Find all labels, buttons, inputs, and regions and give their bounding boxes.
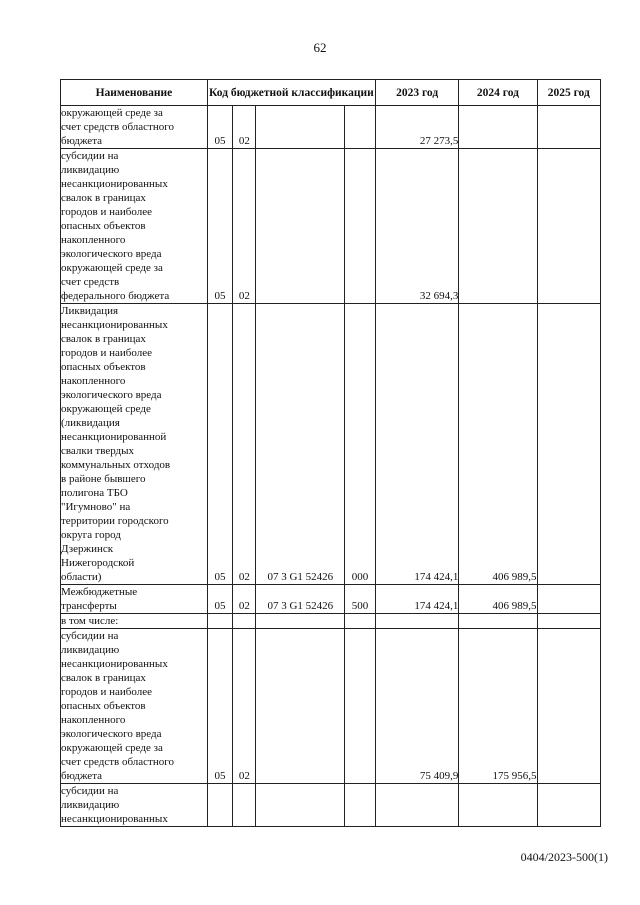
code-section: 05: [207, 149, 232, 304]
row-name: Ликвидация несанкционированных свалок в границах городов и наиболее опасных объектов накопленного экологического вреда окружающей среде (ликвидация несанкционированной свалки твердых коммунальных отходов в районе бывшего полигона ТБО "Игумново" на территории городского округа город Дзержинск Нижегородской области): [61, 304, 208, 585]
code-subsection: 02: [233, 585, 256, 614]
table-row: [61, 304, 601, 585]
value-2023: 27 273,5: [375, 106, 458, 149]
value-2024: 406 989,5: [459, 585, 537, 614]
header-name: Наименование: [61, 80, 208, 106]
code-target: [256, 784, 345, 827]
table-row: [61, 629, 601, 784]
code-subsection: [233, 614, 256, 629]
row-name: субсидии на ликвидацию несанкционированных: [61, 784, 208, 827]
code-target: 07 3 G1 52426: [256, 585, 345, 614]
row-name: субсидии на ликвидацию несанкционированных свалок в границах городов и наиболее опасных объектов накопленного экологического вреда окружающей среде за счет средств федерального бюджета: [61, 149, 208, 304]
value-2025: [537, 304, 600, 585]
table-row: [61, 149, 601, 304]
header-2024: 2024 год: [459, 80, 537, 106]
code-target: [256, 106, 345, 149]
code-expense-type: [345, 614, 376, 629]
code-expense-type: [345, 149, 376, 304]
code-expense-type: [345, 784, 376, 827]
page-number: 62: [313, 40, 327, 55]
header-2025: 2025 год: [537, 80, 600, 106]
value-2024: [459, 784, 537, 827]
table-row: [61, 585, 601, 614]
table-row: [61, 614, 601, 629]
value-2025: [537, 585, 600, 614]
value-2023: 174 424,1: [375, 585, 458, 614]
code-target: [256, 629, 345, 784]
code-target: [256, 614, 345, 629]
budget-table: [60, 79, 601, 827]
code-section: 05: [207, 585, 232, 614]
row-name: в том числе:: [61, 614, 208, 629]
value-2024: 175 956,5: [459, 629, 537, 784]
code-expense-type: [345, 106, 376, 149]
value-2024: [459, 106, 537, 149]
value-2025: [537, 149, 600, 304]
value-2024: [459, 149, 537, 304]
code-section: [207, 784, 232, 827]
value-2024: [459, 614, 537, 629]
value-2023: [375, 614, 458, 629]
code-section: 05: [207, 304, 232, 585]
value-2024: 406 989,5: [459, 304, 537, 585]
value-2025: [537, 614, 600, 629]
code-target: [256, 149, 345, 304]
code-expense-type: [345, 629, 376, 784]
table-header-row: [61, 80, 601, 106]
table-row: [61, 106, 601, 149]
header-code: Код бюджетной классификации: [207, 80, 375, 106]
code-expense-type: 500: [345, 585, 376, 614]
value-2025: [537, 106, 600, 149]
value-2023: 75 409,9: [375, 629, 458, 784]
document-code: 0404/2023-500(1): [520, 850, 608, 864]
code-target: 07 3 G1 52426: [256, 304, 345, 585]
table-row: [61, 784, 601, 827]
code-subsection: 02: [233, 629, 256, 784]
value-2023: 174 424,1: [375, 304, 458, 585]
value-2025: [537, 784, 600, 827]
value-2025: [537, 629, 600, 784]
code-section: 05: [207, 629, 232, 784]
value-2023: [375, 784, 458, 827]
value-2023: 32 694,3: [375, 149, 458, 304]
code-expense-type: 000: [345, 304, 376, 585]
code-subsection: 02: [233, 149, 256, 304]
code-section: 05: [207, 106, 232, 149]
header-2023: 2023 год: [375, 80, 458, 106]
code-subsection: 02: [233, 304, 256, 585]
row-name: окружающей среде за счет средств областного бюджета: [61, 106, 208, 149]
row-name: субсидии на ликвидацию несанкционированных свалок в границах городов и наиболее опасных объектов накопленного экологического вреда окружающей среде за счет средств областного бюджета: [61, 629, 208, 784]
code-subsection: 02: [233, 106, 256, 149]
code-section: [207, 614, 232, 629]
row-name: Межбюджетные трансферты: [61, 585, 208, 614]
code-subsection: [233, 784, 256, 827]
